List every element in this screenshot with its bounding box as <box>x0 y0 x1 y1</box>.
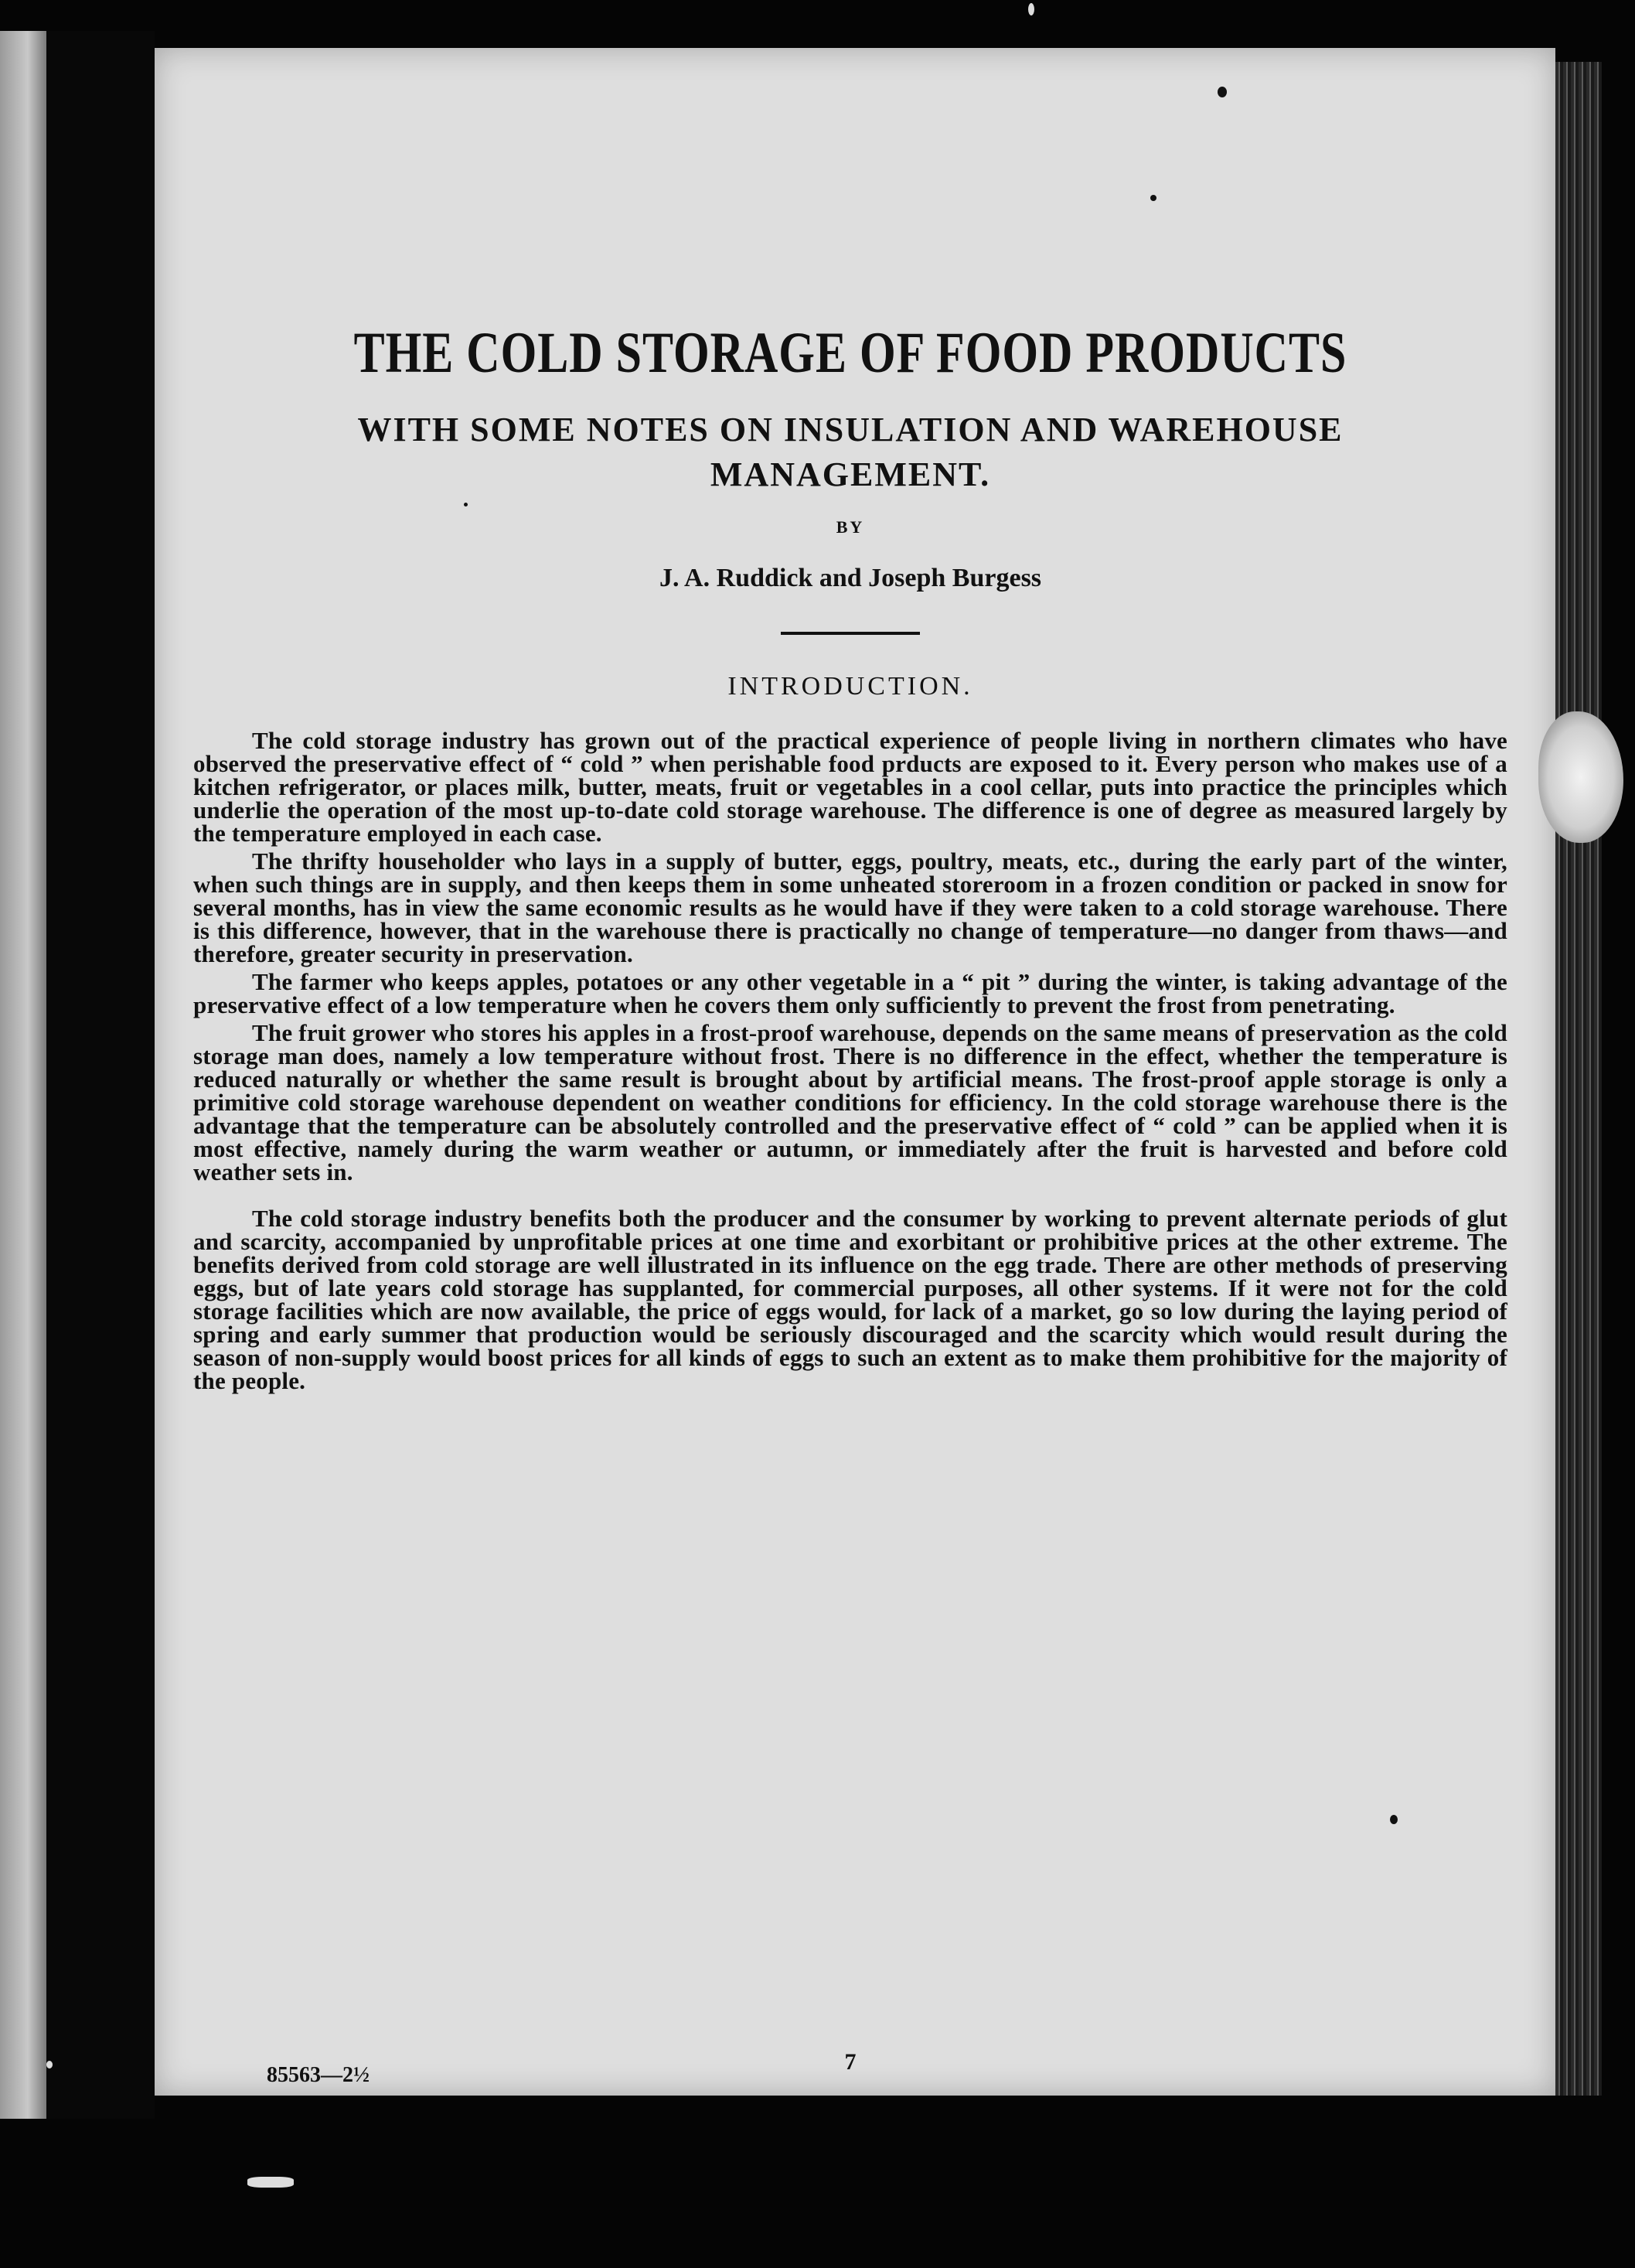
page-stack-edge <box>1555 62 1602 2096</box>
page-number: 7 <box>844 2049 857 2075</box>
paragraph-3: The farmer who keeps apples, potatoes or any other vegetable in a “ pit ” during the winter, is taking advantage of the preservative effect of a low temperature when he covers them only sufficiently to prevent the frost from penetrating. <box>193 968 1507 1018</box>
ink-speck <box>1218 87 1227 97</box>
ink-speck <box>46 2061 53 2068</box>
paragraph-4: The fruit grower who stores his apples in a frost-proof warehouse, depends on the same means of preservation as the cold storage man does, namely a low temperature without frost. There is no difference in the effect, whether the temperature is reduced naturally or whether the same result is brought about by artificial means. The frost-proof apple storage is only a primitive cold storage warehouse dependent on weather conditions for efficiency. In the cold storage warehouse there is the advantage that the temperature can be absolutely controlled and the preservative effect of “ cold ” can be applied when it is most effective, namely during the warm weather or autumn, or immediately after the fruit is harvested and before cold weather sets in. <box>193 1019 1507 1185</box>
title-rule <box>781 632 920 635</box>
ink-speck <box>1028 3 1034 15</box>
authors: J. A. Ruddick and Joseph Burgess <box>659 564 1042 592</box>
ink-speck <box>1150 195 1156 201</box>
ink-speck <box>464 503 468 506</box>
document-subtitle: WITH SOME NOTES ON INSULATION AND WAREHOUSE MANAGEMENT. <box>357 411 1344 493</box>
page-content <box>193 280 1507 2087</box>
scanned-page <box>155 48 1555 2096</box>
book-gutter <box>46 31 155 2119</box>
paragraph-5: The cold storage industry benefits both the producer and the consumer by working to prevent alternate periods of glut and scarcity, accompanied by unprofitable prices at one time and exorbitant or prohibitive prices at the other extreme. The benefits derived from cold storage are well illustrated in its influence on the egg trade. There are other methods of preserving eggs, but of late years cold storage has supplanted, for commercial purposes, all other systems. If it were not for the cold storage facilities which are now available, the price of eggs would, for lack of a market, go so low during the laying period of spring and early summer that production would be seriously discouraged and the scarcity which would result during the season of non-supply would boost prices for all kinds of eggs to such an extent as to make them prohibitive for the majority of the people. <box>193 1205 1507 1394</box>
facing-page-edge <box>0 31 46 2119</box>
page-damage-blot <box>1538 711 1623 843</box>
ink-speck <box>247 2177 294 2188</box>
body-text <box>193 729 1507 1393</box>
byline-label: BY <box>836 517 865 537</box>
paragraph-1: The cold storage industry has grown out of the practical experience of people living in northern climates who have observed the preservative effect of “ cold ” when perishable food prducts are exposed to it. Every person who makes use of a kitchen refrigerator, or places milk, butter, meats, fruit or vegetables in a cool cellar, puts into practice the principles which underlie the operation of the most up-to-date cold storage warehouse. The difference is one of degree as measured largely by the temperature employed in each case. <box>193 727 1507 847</box>
ink-speck <box>1390 1815 1398 1824</box>
document-title: THE COLD STORAGE OF FOOD PRODUCTS <box>353 320 1347 385</box>
signature-mark: 85563—2½ <box>267 2063 370 2087</box>
paragraph-2: The thrifty householder who lays in a supply of butter, eggs, poultry, meats, etc., during the early part of the winter, when such things are in supply, and then keeps them in some unheated storeroom in a frozen condition or packed in snow for several months, has in view the same economic results as he would have if they were taken to a cold storage warehouse. There is this difference, however, that in the warehouse there is practically no change of temperature—no danger from thaws—and therefore, greater security in preservation. <box>193 848 1507 967</box>
section-heading: INTRODUCTION. <box>727 672 973 701</box>
